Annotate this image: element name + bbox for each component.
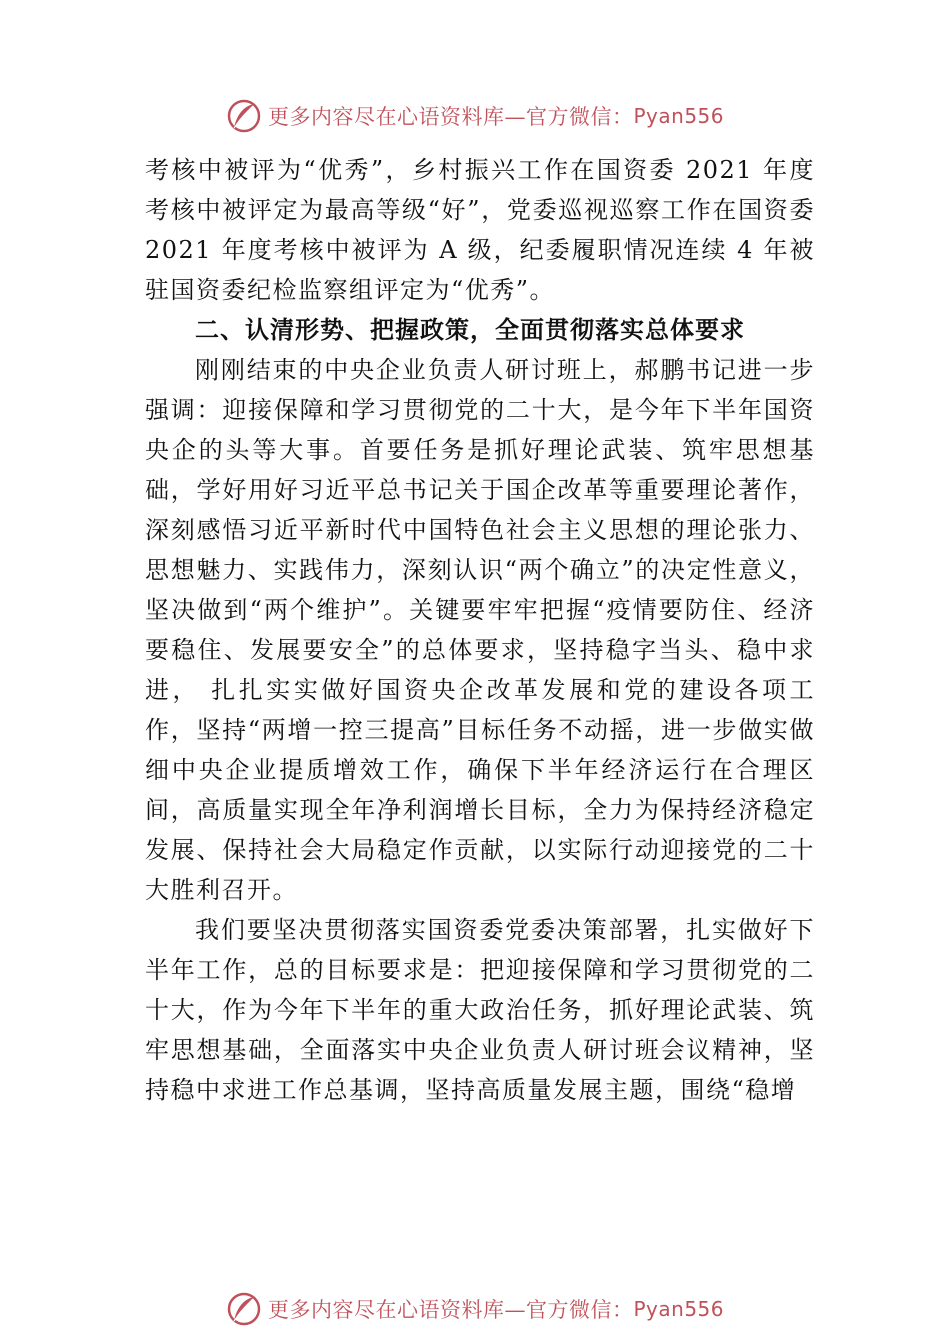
banner-wechat-handle: Pyan556 <box>633 1297 724 1321</box>
document-body <box>145 150 815 1110</box>
footer-banner <box>0 1289 950 1329</box>
feather-quill-icon <box>226 1291 262 1327</box>
banner-text: 更多内容尽在心语资料库—官方微信： <box>267 1298 634 1322</box>
section-heading: 二、认清形势、把握政策，全面贯彻落实总体要求 <box>195 316 745 344</box>
banner-text: 更多内容尽在心语资料库—官方微信： <box>267 105 634 129</box>
banner-wechat-handle: Pyan556 <box>633 104 724 128</box>
header-banner <box>0 96 950 136</box>
feather-quill-icon <box>226 98 262 134</box>
paragraph-2: 我们要坚决贯彻落实国资委党委决策部署，扎实做好下半年工作，总的目标要求是：把迎接保障和学习贯彻党的二十大，作为今年下半年的重大政治任务，抓好理论武装、筑牢思想基础，全面落实中央企业负责人研讨班会议精神，坚持稳中求进工作总基调，坚持高质量发展主题，围绕“稳增 <box>145 916 815 1104</box>
paragraph-1: 刚刚结束的中央企业负责人研讨班上，郝鹏书记进一步强调：迎接保障和学习贯彻党的二十大，是今年下半年国资央企的头等大事。首要任务是抓好理论武装、筑牢思想基础，学好用好习近平总书记关于国企改革等重要理论著作，深刻感悟习近平新时代中国特色社会主义思想的理论张力、思想魅力、实践伟力，深刻认识“两个确立”的决定性意义，坚决做到“两个维护”。关键要牢牢把握“疫情要防住、经济要稳住、发展要安全”的总体要求，坚持稳字当头、稳中求进， 扎扎实实做好国资央企改革发展和党的建设各项工作，坚持“两增一控三提高”目标任务不动摇，进一步做实做细中央企业提质增效工作，确保下半年经济运行在合理区间，高质量实现全年净利润增长目标，全力为保持经济稳定发展、保持社会大局稳定作贡献，以实际行动迎接党的二十大胜利召开。 <box>145 356 815 904</box>
paragraph-continued: 考核中被评为“优秀”，乡村振兴工作在国资委 2021 年度考核中被评定为最高等级“好”，党委巡视巡察工作在国资委 2021 年度考核中被评为 A 级，纪委履职情况连续 4 年被驻国资委纪检监察组评定为“优秀”。 <box>145 156 815 304</box>
